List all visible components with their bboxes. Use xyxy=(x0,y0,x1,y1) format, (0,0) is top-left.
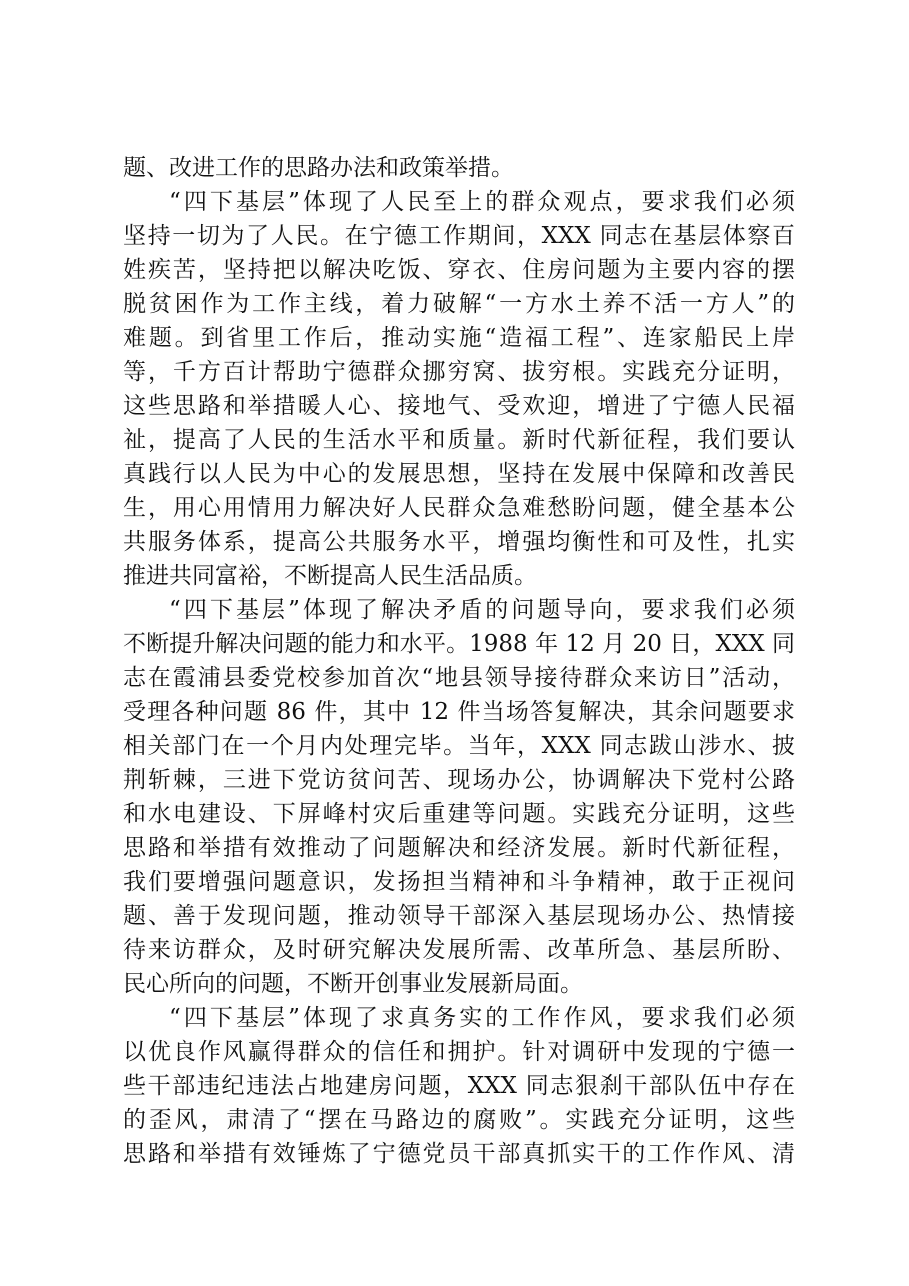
text-line: 受理各种问题 86 件，其中 12 件当场答复解决，其余问题要求 xyxy=(123,699,795,725)
text-line: 相关部门在一个月内处理完毕。当年，XXX 同志跋山涉水、披 xyxy=(123,733,795,759)
text-line: 思路和举措有效锤炼了宁德党员干部真抓实干的工作作风、清 xyxy=(123,1141,795,1167)
text-line: 的歪风，肃清了“摆在马路边的腐败”。实践充分证明，这些 xyxy=(123,1107,795,1133)
text-line: 姓疾苦，坚持把以解决吃饭、穿衣、住房问题为主要内容的摆 xyxy=(123,257,795,283)
text-line: 脱贫困作为工作主线，着力破解“一方水土养不活一方人”的 xyxy=(123,291,795,317)
text-line: 和水电建设、下屏峰村灾后重建等问题。实践充分证明，这些 xyxy=(123,801,795,827)
text-line: 以优良作风赢得群众的信任和拥护。针对调研中发现的宁德一 xyxy=(123,1039,795,1065)
paragraph-first-line: “四下基层”体现了人民至上的群众观点，要求我们必须 xyxy=(169,189,795,215)
text-line: 祉，提高了人民的生活水平和质量。新时代新征程，我们要认 xyxy=(123,427,795,453)
text-line: 这些思路和举措暖人心、接地气、受欢迎，增进了宁德人民福 xyxy=(123,393,795,419)
text-line: 坚持一切为了人民。在宁德工作期间，XXX 同志在基层体察百 xyxy=(123,223,795,249)
text-line: 真践行以人民为中心的发展思想，坚持在发展中保障和改善民 xyxy=(123,461,795,487)
text-line: 共服务体系，提高公共服务水平，增强均衡性和可及性，扎实 xyxy=(123,529,795,555)
text-line: 民心所向的问题，不断开创事业发展新局面。 xyxy=(123,971,583,997)
text-line: 荆斩棘，三进下党访贫问苦、现场办公，协调解决下党村公路 xyxy=(123,767,795,793)
text-line: 待来访群众，及时研究解决发展所需、改革所急、基层所盼、 xyxy=(123,937,795,963)
paragraph-first-line: “四下基层”体现了解决矛盾的问题导向，要求我们必须 xyxy=(169,597,795,623)
text-line: 些干部违纪违法占地建房问题，XXX 同志狠刹干部队伍中存在 xyxy=(123,1073,795,1099)
text-line: 推进共同富裕，不断提高人民生活品质。 xyxy=(123,563,537,589)
text-line: 难题。到省里工作后，推动实施“造福工程”、连家船民上岸 xyxy=(123,325,795,351)
text-line: 等，千方百计帮助宁德群众挪穷窝、拔穷根。实践充分证明， xyxy=(123,359,795,385)
text-line: 志在霞浦县委党校参加首次“地县领导接待群众来访日”活动， xyxy=(123,665,795,691)
text-line: 思路和举措有效推动了问题解决和经济发展。新时代新征程， xyxy=(123,835,795,861)
paragraph-first-line: “四下基层”体现了求真务实的工作作风，要求我们必须 xyxy=(169,1005,795,1031)
text-line: 我们要增强问题意识，发扬担当精神和斗争精神，敢于正视问 xyxy=(123,869,795,895)
text-line: 不断提升解决问题的能力和水平。1988 年 12 月 20 日，XXX 同 xyxy=(123,631,795,657)
text-line: 题、善于发现问题，推动领导干部深入基层现场办公、热情接 xyxy=(123,903,795,929)
text-line: 生，用心用情用力解决好人民群众急难愁盼问题，健全基本公 xyxy=(123,495,795,521)
text-line: 题、改进工作的思路办法和政策举措。 xyxy=(123,155,514,181)
